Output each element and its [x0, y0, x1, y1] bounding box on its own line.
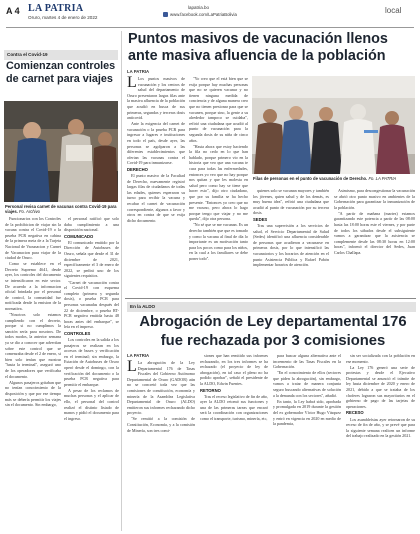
left-body-col2 — [64, 216, 119, 532]
subhead: COMUNICADO — [64, 233, 94, 239]
paragraph: "En el conocimiento de ellos (sectores que piden la abrogación), sin embargo, vamos a tratar de manera conjunta seguro buscando alternativas de solución a la demanda con los sectores", añadió. — [273, 370, 341, 398]
paragraph: quienes solo se vacunan mayores y también los jóvenes, quien salud y de los demás, es muy buena idea", refirió una ciudadana que acudió al punto de vacunación por su tercera dosis. — [253, 188, 329, 216]
left-kicker-bar — [4, 50, 118, 60]
header-rule — [6, 27, 414, 28]
bottom-body-col1 — [127, 360, 195, 532]
paragraph: "Se remitió a la comisión de Constitución, Economía, y a la comisión de Minería, son tres comi- — [127, 416, 195, 433]
top-headline: Puntos masivos de vacunación llenos ante masiva afluencia de la población — [128, 31, 388, 64]
paragraph: La Ley 176 generó una serie de protestas y desde el Ejecutivo Departamental se anunció el trámite de ley hasta diciembre de 2020 y enero de 2021, debido a que se trataba de los choferes lograron sus mayoritarios en el gobierno de pago de las tarjetas de operaciones. — [346, 364, 415, 409]
top-body-col3 — [253, 188, 329, 294]
paragraph: "No sé que se me vacunan. Es un derecho también que que es tomado y como la vacuna al final de día lo importante es un motivación tanto para los pocos como para los niños, en la cual a los familiares se debe poner todo". — [189, 222, 248, 261]
paragraph: Tras una supervisión a los servicios de salud, el Servicio Departamental de Salud (Sedes) identificó una afluencia considerable de personas que acudieron a vacunarse en primeras dosis, por lo que intensificó las vacunatorios y los horarios de atención en el punto Asistencia Pública y Rafael Pabón implementar horarios de atención. — [253, 223, 329, 268]
paragraph: Asimismo, para descongestionar la vacunación se abrió otro punto masivo en ambientes de la Gobernación para garantizar la inmunización de la población. — [334, 188, 415, 210]
paragraph: Algunos pasajeros gritaban que no tenían conocimiento de la disposición y que por ese tiempo más se debería permitir los viajes sin el documento. Sin embargo, — [5, 379, 61, 408]
date-line: Oruro, martes 4 de enero de 2022 — [28, 15, 98, 20]
paragraph: L La abrogación de la Ley Departamental 176 de Tasas Fiscales del Gobierno Autónomo Departamental de Oruro (GADOR) aún no se concretó toda vez que las comisiones de constitución, economía y minería de la Asamblea Legislativa Departamental de Oruro (ALDO) emitieron sus informes rechazando dicho proyecto. — [127, 360, 195, 416]
left-kicker: Contra el Covid-19 — [7, 52, 48, 57]
drop-cap: L — [127, 76, 137, 91]
paragraph: "Nosotros solo estamos cumpliendo con el decreto, porque si no cumplimos la sanción sería para nosotros. De todos modos, la anterior semana ya se dio a conocer que advertían sobre este control que se comenzaba desde el 2 de enero, si bien solo tenían que mostrar "hasta la terminal", aseguró uno de los operadores que verificaba el documento. — [5, 312, 61, 379]
paragraph: "Hasta ahora que estoy haciendo la fila no cedo en lo que han hablado, porque primero vio en la historia que veo que una vacuna te cura para todas las enfermedades, entonces yo veo que no hay porque nos quitan y que les molesta en salud pero como hay se tiene que hacer esto", dijo otro ciudadano, que por su familia se ha hecho presente. "Entonces yo creo que no me vacuno, pero ahora lo hago porque tengo que viajar y no me queda", dijo otra persona. — [189, 143, 248, 222]
bottom-body-col3 — [273, 353, 341, 532]
paragraph: En tanto, la Ley habrá sido, aprobada y promulgada en 2019 durante la gestión del ex gobernador Víctor Hugo Vásquez y entró en vigencia en 2020 en medio de la pandemia, — [273, 398, 341, 427]
left-body-col1 — [5, 216, 61, 532]
left-headline: Comienzan controles de carnet para viajes — [6, 60, 116, 85]
paragraph: "A partir de mañana (martes) estamos garantizando este potencia a partir de las 08:00 hasta las 18:00 horas este el viernes, y por parte de todos los sábados desde el subsiguiente vamos a garantizar que la asistencia se complemente desde las 08:30 horas en 12:00 horas", informó el director del Sedes, Juan Carlos Challapa. — [334, 210, 415, 256]
paragraph: Funcionarios con los Controles de la prohibicion de viajar sin la vacuna contra el Covid-19 o la prueba PCR negativa en cabina de la primera meta de a la Tarjeta Nacional de Vacunacion y Carnet de Vacunacion para viajar de la ciudad de Oruro. — [5, 216, 61, 261]
paragraph: El punto masivo de la Facultad de Derecho, nuevamente registró largas filas de ciudadanos de todas las edades, quienes esperaron su turno para recibir la vacuna y recabar el carnet de vacunación correspondiente, algunos a favor y otros en contra de que se exija dicho documento. — [127, 173, 185, 223]
top-body-col2 — [189, 76, 248, 294]
bottom-kicker: En la ALDO — [130, 304, 156, 309]
section-label: local — [385, 6, 402, 15]
paper-logo: LA PATRIA — [28, 3, 84, 14]
facebook-icon — [163, 12, 168, 17]
paragraph: "Yo creo que el está bien que se exija porque hay muchas personas que no se quieren vacunar y no tienen ninguna medida de conciencia y de alguna manera creo que no tienen presionar para que se vacunen, porque sino, la gente a su alrededor tampoco se cuidaba", refirió una ciudadana que acudió al punto de vacunación para la segunda dosis de su niña de cinco años. — [189, 76, 248, 143]
site-link[interactable]: lapatria.bo — [188, 5, 210, 10]
paragraph: Los controles en la salida a los pasajeros se realizan en los accesos de buses y verificación en el terminal; sin embargo, la Estación de Autobuses de Oruro operó desde el domingo, con la verificación del documento o la prueba PCR negativa para permitir el embarque. — [64, 336, 119, 387]
page-number: A 4 — [6, 6, 20, 16]
paragraph: Como se establece en el Decreto Supremo 4641, desde ayer, los controles del documento se intensificaron en este sector. De acuerdo a la informacion oficial brindada por el personal de control, la comunidad fue notificada desde la emision de la normativa. — [5, 261, 61, 311]
bottom-headline: Abrogación de Ley departamental 176 fue rechazada por 3 comisiones — [139, 314, 407, 349]
subhead: RETORNO — [200, 387, 221, 393]
paragraph: L Los puntos masivos de vacunación y los centros de salud del departamento de Oruro presentaron largas filas ante la masiva afluencia de la población que acudió en busca de sus primeras, segundas y terceras dosis anticovid. — [127, 76, 185, 121]
subhead: SEDES — [253, 216, 268, 222]
paragraph: siones que han remitido sus informes rechazando, en los tres informes se ha rechazado (el proyecto de ley de abrogación), en tal caso el pleno no ha podido aprobar", señaló el presidente de la ALDO, Edwin Fuentes. — [200, 353, 268, 386]
top-byline: LA PATRIA — [127, 69, 150, 74]
drop-cap: L — [127, 360, 137, 375]
subhead: DERECHO — [127, 167, 148, 172]
bottom-kicker-bar — [127, 302, 416, 312]
paragraph: para buscar alguna alternativa ante el incremento de las Tasas Fiscales en la Gobernación. — [273, 353, 341, 370]
top-body-col1 — [127, 76, 185, 294]
left-caption: Personal revisa carnet de vacunas contra Covid-19 para viajes. Fo. Archivo — [5, 204, 117, 215]
bottom-body-col4 — [346, 353, 415, 532]
subhead: CONTROLES — [64, 330, 91, 336]
section-rule — [125, 298, 416, 299]
top-body-col4 — [334, 188, 415, 294]
paragraph: el personal ratificó que solo daba cumplimiento a una disposición nacional. — [64, 216, 119, 233]
paragraph: El comunicado emitido por la Dirección de Autobuses de Oruro, señala que desde el 31 de diciembre de 2021, específicamente el 3 de enero de 2022, se pedirá uno de los siguientes requisitos. — [64, 239, 119, 279]
paragraph: Ante la exigencia del carnet de vacunación o la prueba PCR para ingresar a lugares e instituciones en todo el país, desde ayer, las personas se agolparon a las diferentes establecimientos que ofertan las vacunas contra el Covid-19 para inmunizarse. — [127, 121, 185, 166]
paragraph: Los asambleístas ayer retornaron de su receso de fin de año, y se prevé que para la siguiente semana realicen un informe del trabajo realizado en la gestión 2021. — [346, 416, 415, 439]
subhead: RECESO — [346, 410, 364, 416]
column-divider — [121, 31, 122, 531]
paragraph: sin ser socializada con la población en ese momento. — [346, 353, 415, 364]
paragraph: Tras el receso legislativo de fin de año, ayer la ALDO retomó sus funciones y una de las primeras tareas que encaró será la coordinación con organizaciones como el transporte, turismo, minería, etc, — [200, 393, 268, 422]
bottom-body-col2 — [200, 353, 268, 532]
left-photo — [4, 101, 118, 202]
top-photo — [252, 76, 415, 174]
page-header — [0, 0, 420, 26]
bottom-byline: LA PATRIA — [127, 353, 150, 358]
social-link[interactable]: www.facebook.com/LaPatriaBolivia — [170, 12, 237, 17]
top-caption: Filas de personas en el punto de vacunación de Derecho. Fo. LA PATRIA — [253, 176, 397, 181]
paragraph: "Carnet de vacunación contra el Covid-19 con esquema completo (primera y segunda dosis), o prueba PCR para personas vacunadas después del 22 de diciembre, o prueba RT-PCR negativa emitida hasta 48 horas antes del embarque", se leía en el impreso. — [64, 279, 119, 330]
paragraph: A pesar de los reclamos de muchas personas y el aplicar de ello, el personal del control realizó el distinto listado de manos y pidió el documento para el ingreso. — [64, 387, 119, 421]
